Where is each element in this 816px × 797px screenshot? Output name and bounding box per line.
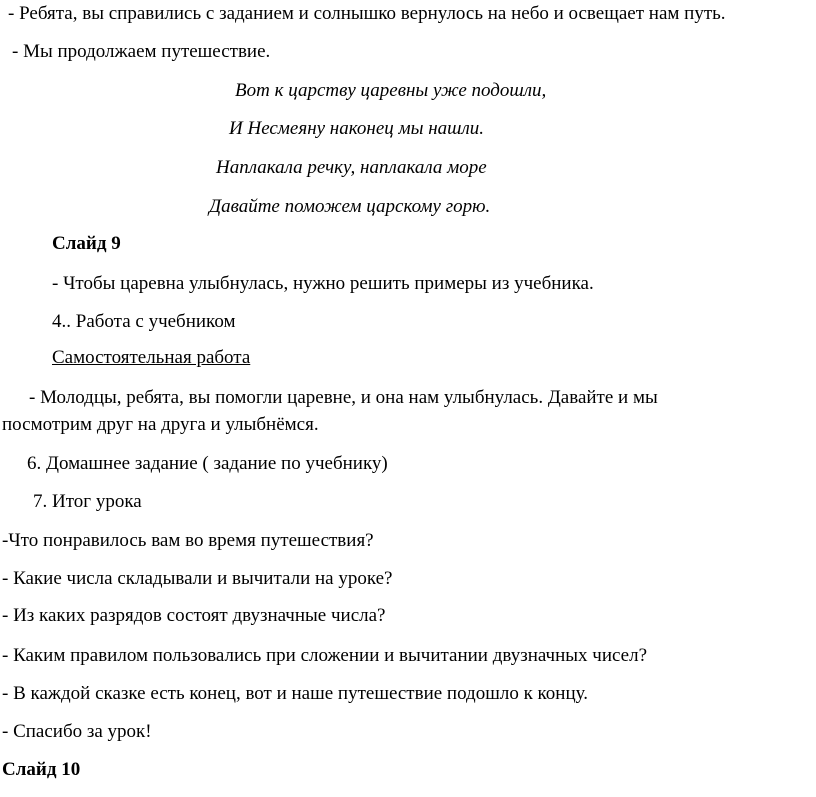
poem-line-3: Наплакала речку, наплакала море bbox=[216, 157, 487, 178]
slide-9-heading: Слайд 9 bbox=[52, 233, 121, 254]
thanks-line: - Спасибо за урок! bbox=[2, 721, 152, 742]
intro-line-2: - Мы продолжаем путешествие. bbox=[12, 41, 271, 62]
praise-line-2: посмотрим друг на друга и улыбнёмся. bbox=[2, 414, 319, 435]
closing-line: - В каждой сказке есть конец, вот и наше путешествие подошло к концу. bbox=[2, 683, 588, 704]
task-line: - Чтобы царевна улыбнулась, нужно решить примеры из учебника. bbox=[52, 273, 594, 294]
section-6-heading: 6. Домашнее задание ( задание по учебнику) bbox=[27, 453, 388, 474]
section-7-heading: 7. Итог урока bbox=[33, 491, 142, 512]
independent-work-label: Самостоятельная работа bbox=[52, 347, 251, 368]
slide-10-heading: Слайд 10 bbox=[2, 759, 81, 780]
section-4-heading: 4.. Работа с учебником bbox=[52, 311, 236, 332]
poem-line-4: Давайте поможем царскому горю. bbox=[209, 196, 491, 217]
poem-line-2: И Несмеяну наконец мы нашли. bbox=[229, 118, 485, 139]
praise-line-1: - Молодцы, ребята, вы помогли царевне, и она нам улыбнулась. Давайте и мы bbox=[29, 387, 658, 408]
intro-line-1: - Ребята, вы справились с заданием и солнышко вернулось на небо и освещает нам путь. bbox=[8, 3, 726, 24]
question-1: -Что понравилось вам во время путешествия? bbox=[2, 530, 374, 551]
question-3: - Из каких разрядов состоят двузначные числа? bbox=[2, 605, 386, 626]
question-4: - Каким правилом пользовались при сложении и вычитании двузначных чисел? bbox=[2, 645, 648, 666]
question-2: - Какие числа складывали и вычитали на уроке? bbox=[2, 568, 393, 589]
poem-line-1: Вот к царству царевны уже подошли, bbox=[235, 80, 547, 101]
